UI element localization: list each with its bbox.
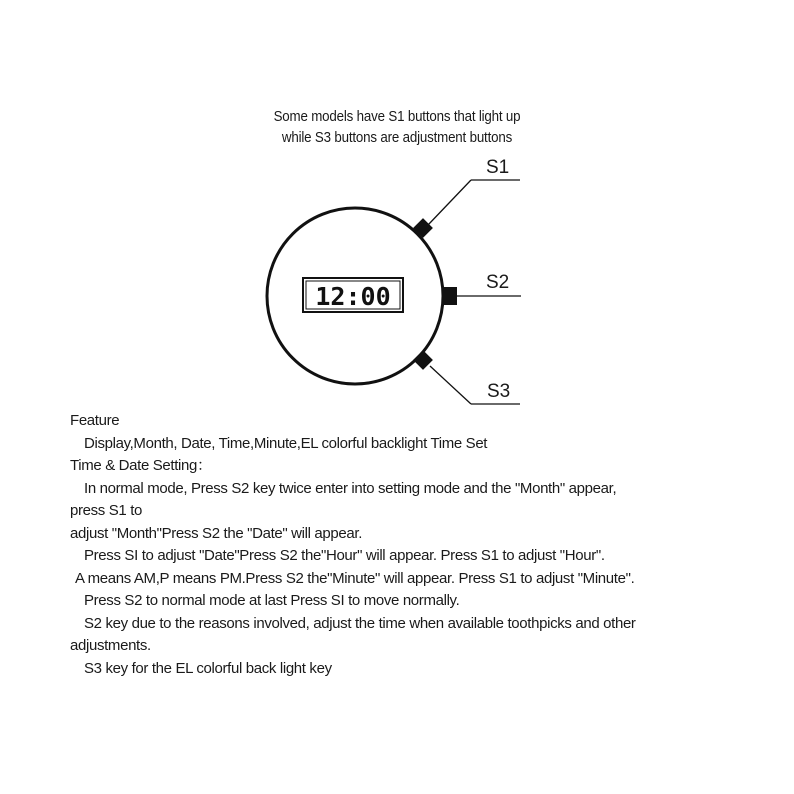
instruction-line-9: S3 key for the EL colorful back light key xyxy=(84,659,332,677)
feature-text: Display,Month, Date, Time,Minute,EL colorful backlight Time Set xyxy=(84,434,488,452)
setting-heading: Time & Date Setting： xyxy=(70,457,212,474)
feature-heading: Feature xyxy=(70,412,120,429)
instruction-line-4: Press SI to adjust "Date"Press S2 the"Hour" will appear. Press S1 to adjust "Hour". xyxy=(84,547,605,564)
s3-leader-line xyxy=(430,366,471,404)
display-time: 12:00 xyxy=(315,282,391,311)
s2-button[interactable] xyxy=(443,287,457,305)
s1-leader-line xyxy=(428,180,471,225)
instructions-text xyxy=(70,410,770,680)
caption-line-1: Some models have S1 buttons that light up xyxy=(273,109,521,125)
s3-button[interactable] xyxy=(413,350,433,370)
s2-label: S2 xyxy=(486,272,510,293)
caption-line-2: while S3 buttons are adjustment buttons xyxy=(281,130,513,146)
instruction-line-1: In normal mode, Press S2 key twice enter into setting mode and the "Month" appear, xyxy=(84,479,617,497)
s1-button[interactable] xyxy=(413,218,433,238)
instruction-line-8: adjustments. xyxy=(70,637,151,654)
instruction-line-6: Press S2 to normal mode at last Press SI to move normally. xyxy=(84,592,460,609)
instruction-line-7: S2 key due to the reasons involved, adjust the time when available toothpicks and other xyxy=(84,614,636,632)
instruction-line-2: press S1 to xyxy=(70,502,143,519)
instruction-line-3: adjust "Month"Press S2 the "Date" will appear. xyxy=(70,524,363,542)
instruction-line-5: A means AM,P means PM.Press S2 the"Minute" will appear. Press S1 to adjust "Minute". xyxy=(75,569,635,587)
s3-label: S3 xyxy=(487,381,511,402)
s1-label: S1 xyxy=(486,157,510,178)
